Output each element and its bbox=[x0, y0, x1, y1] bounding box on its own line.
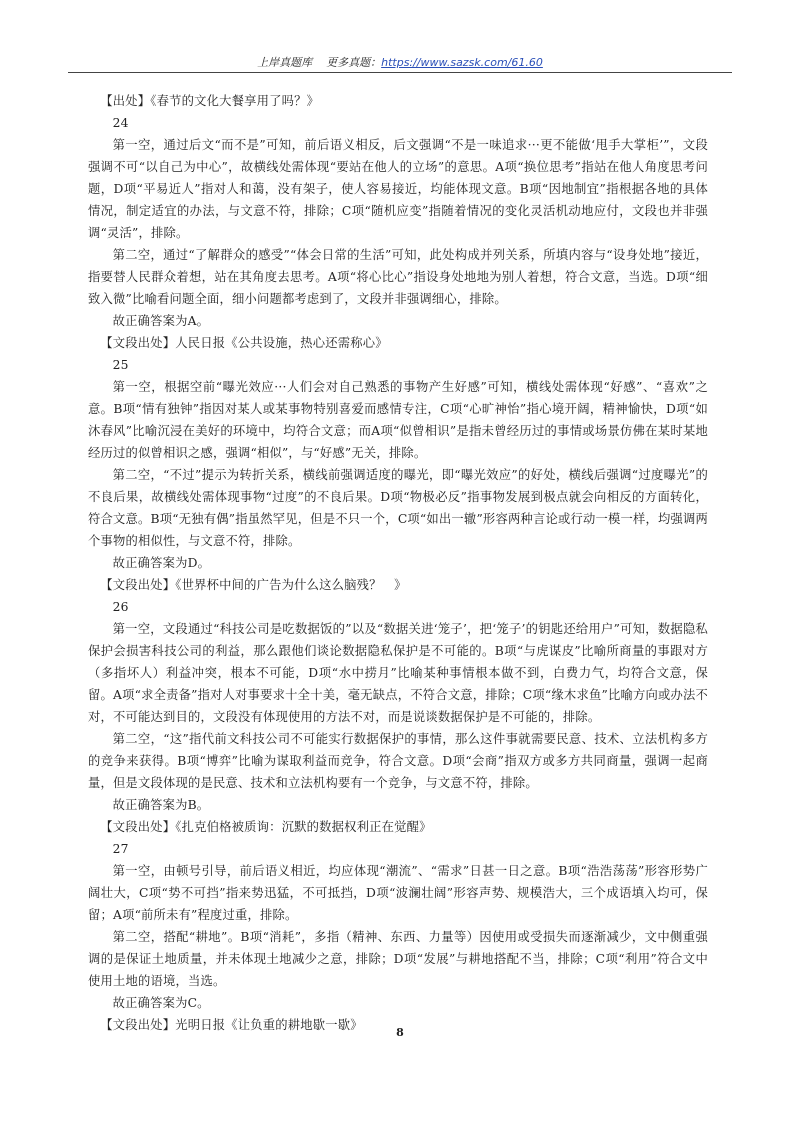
page-header bbox=[0, 54, 800, 70]
analysis-paragraph: 第二空，“不过”提示为转折关系，横线前强调适度的曝光，即“曝光效应”的好处，横线后强调“过度曝光”的不良后果，故横线处需体现事物“过度”的不良后果。D项“物极必反”指事物发展到极点就会向相反的方面转化，符合文意。B项“无独有偶”指虽然罕见，但是不只一个，C项“如出一辙”形容两种言论或行动一模一样，均强调两个事物的相似性，与文意不符，排除。 bbox=[88, 468, 708, 548]
analysis-paragraph: 第二空，搭配“耕地”。B项“消耗”，多指（精神、东西、力量等）因使用或受损失而逐渐减少，文中侧重强调的是保证土地质量，并未体现土地减少之意，排除；D项“发展”与耕地搭配不当，排除；C项“利用”符合文中使用土地的语境，当选。 bbox=[88, 930, 708, 988]
document-body bbox=[88, 90, 708, 1036]
answer-line: 故正确答案为C。 bbox=[112, 996, 210, 1010]
question-number: 27 bbox=[112, 842, 129, 856]
question-number: 24 bbox=[112, 116, 129, 130]
header-more-label: 更多真题： bbox=[326, 56, 382, 69]
page-number: 8 bbox=[396, 1026, 404, 1039]
question-number: 26 bbox=[112, 600, 129, 614]
analysis-paragraph: 第二空，通过“了解群众的感受”“体会日常的生活”可知，此处构成并列关系，所填内容与“设身处地”接近，指要替人民群众着想，站在其角度去思考。A项“将心比心”指设身处地地为别人着想，符合文意，当选。D项“细致入微”比喻看问题全面，细小问题都考虑到了，文段并非强调细心，排除。 bbox=[88, 248, 708, 306]
answer-line: 故正确答案为D。 bbox=[112, 556, 211, 570]
source-note: 【文段出处】光明日报《让负重的耕地歇一歇》 bbox=[100, 1018, 363, 1032]
source-note: 【文段出处】《扎克伯格被质询：沉默的数据权利正在觉醒》 bbox=[100, 820, 432, 834]
source-note: 【文段出处】人民日报《公共设施，热心还需称心》 bbox=[100, 336, 388, 350]
question-number: 25 bbox=[112, 358, 129, 372]
analysis-paragraph: 第一空，由顿号引导，前后语义相近，均应体现“潮流”、“需求”日甚一日之意。B项“浩浩荡荡”形容形势广阔壮大，C项“势不可挡”指来势迅猛，不可抵挡，D项“波澜壮阔”形容声势、规模浩大，三个成语填入均可，保留；A项“前所未有”程度过重，排除。 bbox=[88, 864, 708, 922]
answer-line: 故正确答案为B。 bbox=[112, 798, 210, 812]
answer-line: 故正确答案为A。 bbox=[112, 314, 210, 328]
analysis-paragraph: 第一空，根据空前“曝光效应···人们会对自己熟悉的事物产生好感”可知，横线处需体现“好感”、“喜欢”之意。B项“情有独钟”指因对某人或某事物特别喜爱而感情专注，C项“心旷神怡”指心境开阔，精神愉快，D项“如沐春风”比喻沉浸在美好的环境中，均符合文意；而A项“似曾相识”是指未曾经历过的事情或场景仿佛在某时某地经历过的似曾相识之感，强调“相似”，与“好感”无关，排除。 bbox=[88, 380, 708, 460]
source-note: 【出处】《春节的文化大餐享用了吗？》 bbox=[100, 94, 320, 108]
analysis-paragraph: 第二空，“这”指代前文科技公司不可能实行数据保护的事情，那么这件事就需要民意、技术、立法机构多方的竞争来获得。B项“博弈”比喻为谋取利益而竞争，符合文意。D项“会商”指双方或多方共同商量，强调一起商量，但是文段体现的是民意、技术和立法机构要有一个竞争，与文意不符，排除。 bbox=[88, 732, 708, 790]
header-url-link[interactable]: https://www.sazsk.com/61.60 bbox=[381, 56, 543, 69]
header-brand: 上岸真题库 bbox=[257, 56, 313, 69]
source-note: 【文段出处】《世界杯中间的广告为什么这么脑残？ 》 bbox=[100, 578, 407, 592]
header-rule bbox=[68, 72, 732, 73]
analysis-paragraph: 第一空，文段通过“科技公司是吃数据饭的”以及“数据关进‘笼子’，把‘笼子’的钥匙还给用户”可知，数据隐私保护会损害科技公司的利益，那么跟他们谈论数据隐私保护是不可能的。B项“与虎谋皮”比喻所商量的事跟对方（多指坏人）利益冲突，根本不可能，D项“水中捞月”比喻某种事情根本做不到，白费力气，均符合文意，保留。A项“求全责备”指对人对事要求十全十美，毫无缺点，不符合文意，排除；C项“缘木求鱼”比喻方向或办法不对，不可能达到目的，文段没有体现使用的方法不对，而是说谈数据保护是不可能的，排除。 bbox=[88, 622, 708, 724]
analysis-paragraph: 第一空，通过后文“而不是”可知，前后语义相反，后文强调“不是一味追求···更不能做‘甩手大掌柜’”，文段强调不可“以自己为中心”，故横线处需体现“要站在他人的立场”的意思。A项“换位思考”指站在他人角度思考问题，D项“平易近人”指对人和蔼，没有架子，使人容易接近，均能体现文意。B项“因地制宜”指根据各地的具体情况，制定适宜的办法，与文意不符，排除；C项“随机应变”指随着情况的变化灵活机动地应付，文段也并非强调“灵活”，排除。 bbox=[88, 138, 708, 240]
